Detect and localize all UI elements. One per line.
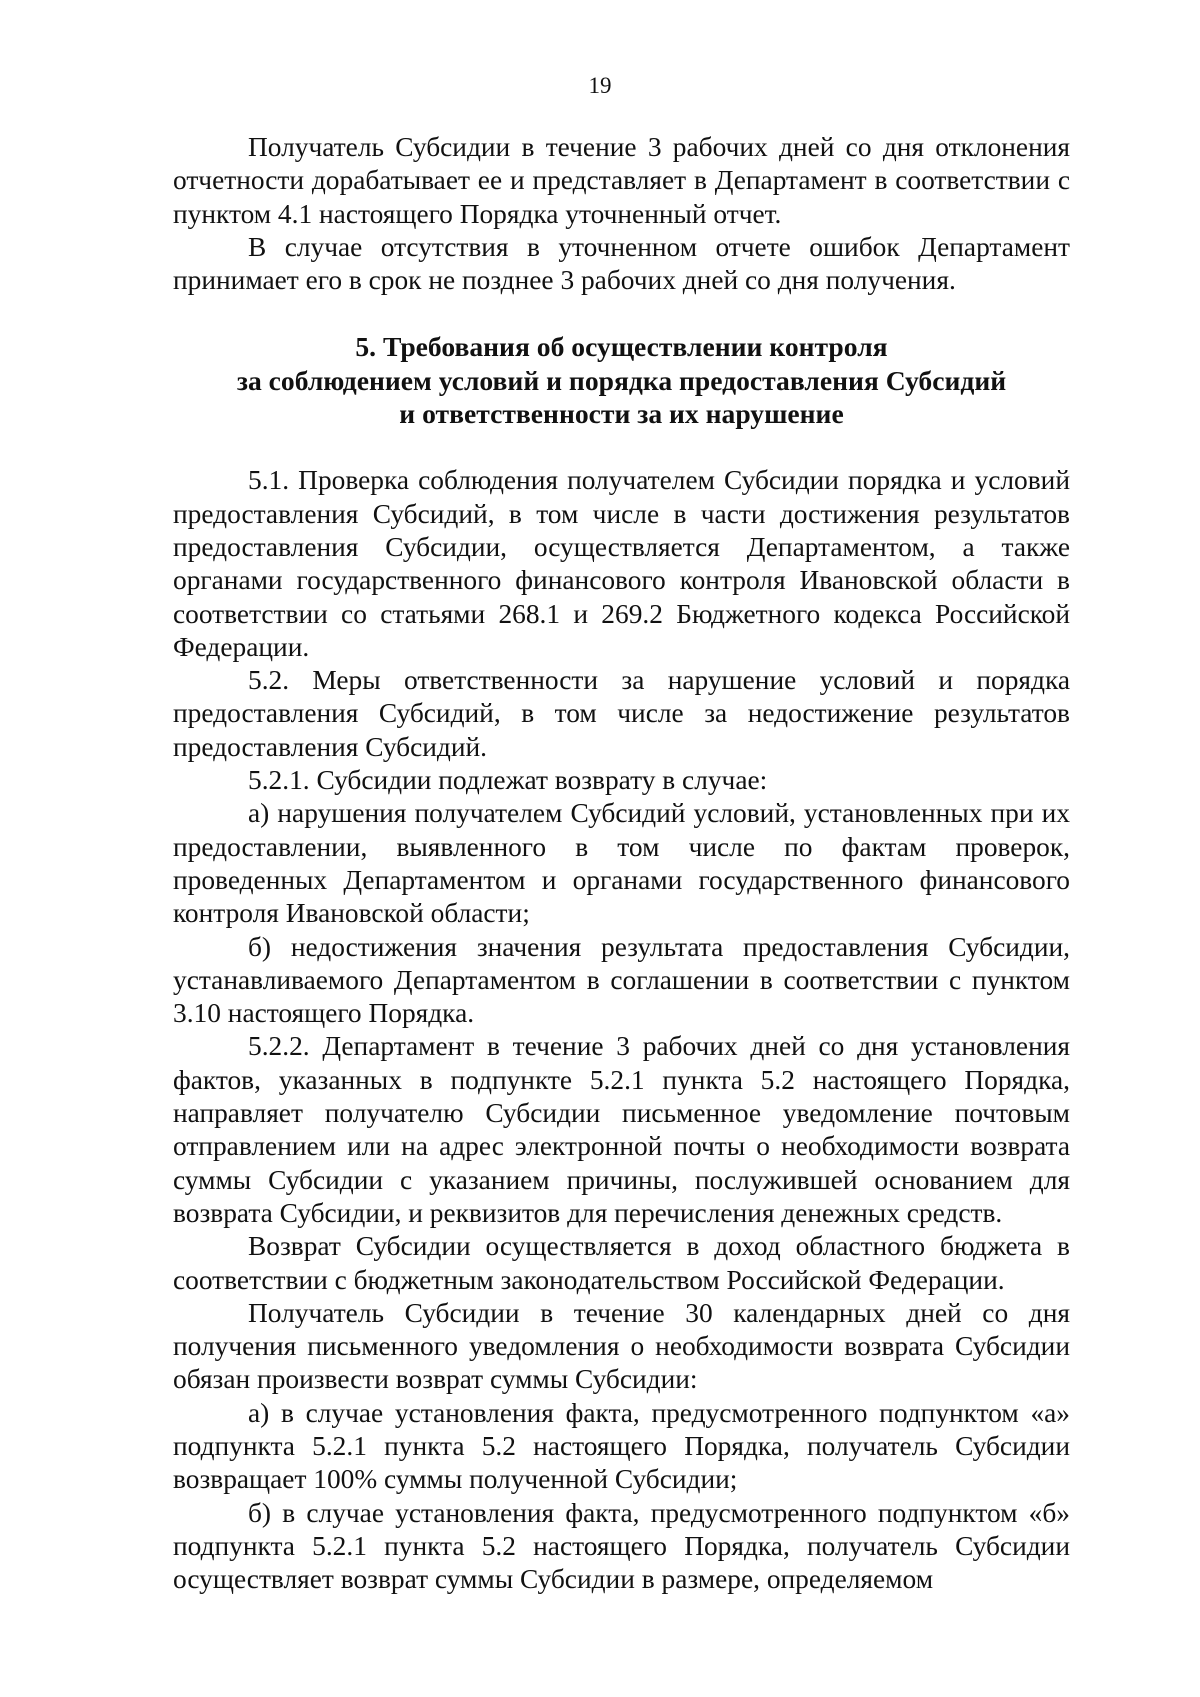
document-body	[173, 131, 1070, 1596]
paragraph-5-2-1-b: б) недостижения значения результата предоставления Субсидии, устанавливаемого Департаментом в соглашении в соответствии с пунктом 3.10 настоящего Порядка.	[173, 931, 1070, 1029]
paragraph-refund-budget: Возврат Субсидии осуществляется в доход областного бюджета в соответствии с бюджетным законодательством Российской Федерации.	[173, 1231, 1070, 1295]
paragraph-5-2-1-a: а) нарушения получателем Субсидий условий, установленных при их предоставлении, выявленного в том числе по фактам проверок, проведенных Департаментом и органами государственного финансового контроля Ивановской области;	[173, 798, 1070, 929]
paragraph-refund-b: б) в случае установления факта, предусмотренного подпунктом «б» подпункта 5.2.1 пункта 5.2 настоящего Порядка, получатель Субсидии осуществляет возврат суммы Субсидии в размере, определяемом	[173, 1497, 1070, 1595]
paragraph-5-2-1: 5.2.1. Субсидии подлежат возврату в случае:	[248, 765, 768, 796]
paragraph-5-2: 5.2. Меры ответственности за нарушение условий и порядка предоставления Субсидий, в том числе за недостижение результатов предоставления Субсидий.	[173, 665, 1070, 762]
paragraph-5-1: 5.1. Проверка соблюдения получателем Субсидии порядка и условий предоставления Субсидий, в том числе в части достижения результатов предоставления Субсидии, осуществляется Департаментом, а также органами государственного финансового контроля Ивановской области в соответствии со статьями 268.1 и 269.2 Бюджетного кодекса Российской Федерации.	[173, 465, 1070, 662]
paragraph-refund-a: а) в случае установления факта, предусмотренного подпунктом «а» подпункта 5.2.1 пункта 5.2 настоящего Порядка, получатель Субсидии возвращает 100% суммы полученной Субсидии;	[173, 1397, 1070, 1495]
section-heading-line-3: и ответственности за их нарушение	[399, 398, 844, 430]
page-number: 19	[588, 73, 612, 98]
section-heading-line-1: 5. Требования об осуществлении контроля	[355, 331, 888, 363]
paragraph-revision: Получатель Субсидии в течение 3 рабочих дней со дня отклонения отчетности дорабатывает ее и представляет в Департамент в соответствии с пунктом 4.1 настоящего Порядка уточненный отчет.	[173, 132, 1070, 229]
section-heading	[173, 330, 1070, 430]
paragraph-refund-deadline: Получатель Субсидии в течение 30 календарных дней со дня получения письменного уведомления о необходимости возврата Субсидии обязан произвести возврат суммы Субсидии:	[173, 1297, 1070, 1395]
section-heading-line-2: за соблюдением условий и порядка предоставления Субсидий	[236, 364, 1007, 396]
paragraph-acceptance: В случае отсутствия в уточненном отчете ошибок Департамент принимает его в срок не позднее 3 рабочих дней со дня получения.	[173, 231, 1070, 296]
paragraph-5-2-2: 5.2.2. Департамент в течение 3 рабочих дней со дня установления фактов, указанных в подпункте 5.2.1 пункта 5.2 настоящего Порядка, направляет получателю Субсидии письменное уведомление почтовым отправлением или на адрес электронной почты о необходимости возврата суммы Субсидии с указанием причины, послужившей основанием для возврата Субсидии, и реквизитов для перечисления денежных средств.	[173, 1031, 1070, 1228]
